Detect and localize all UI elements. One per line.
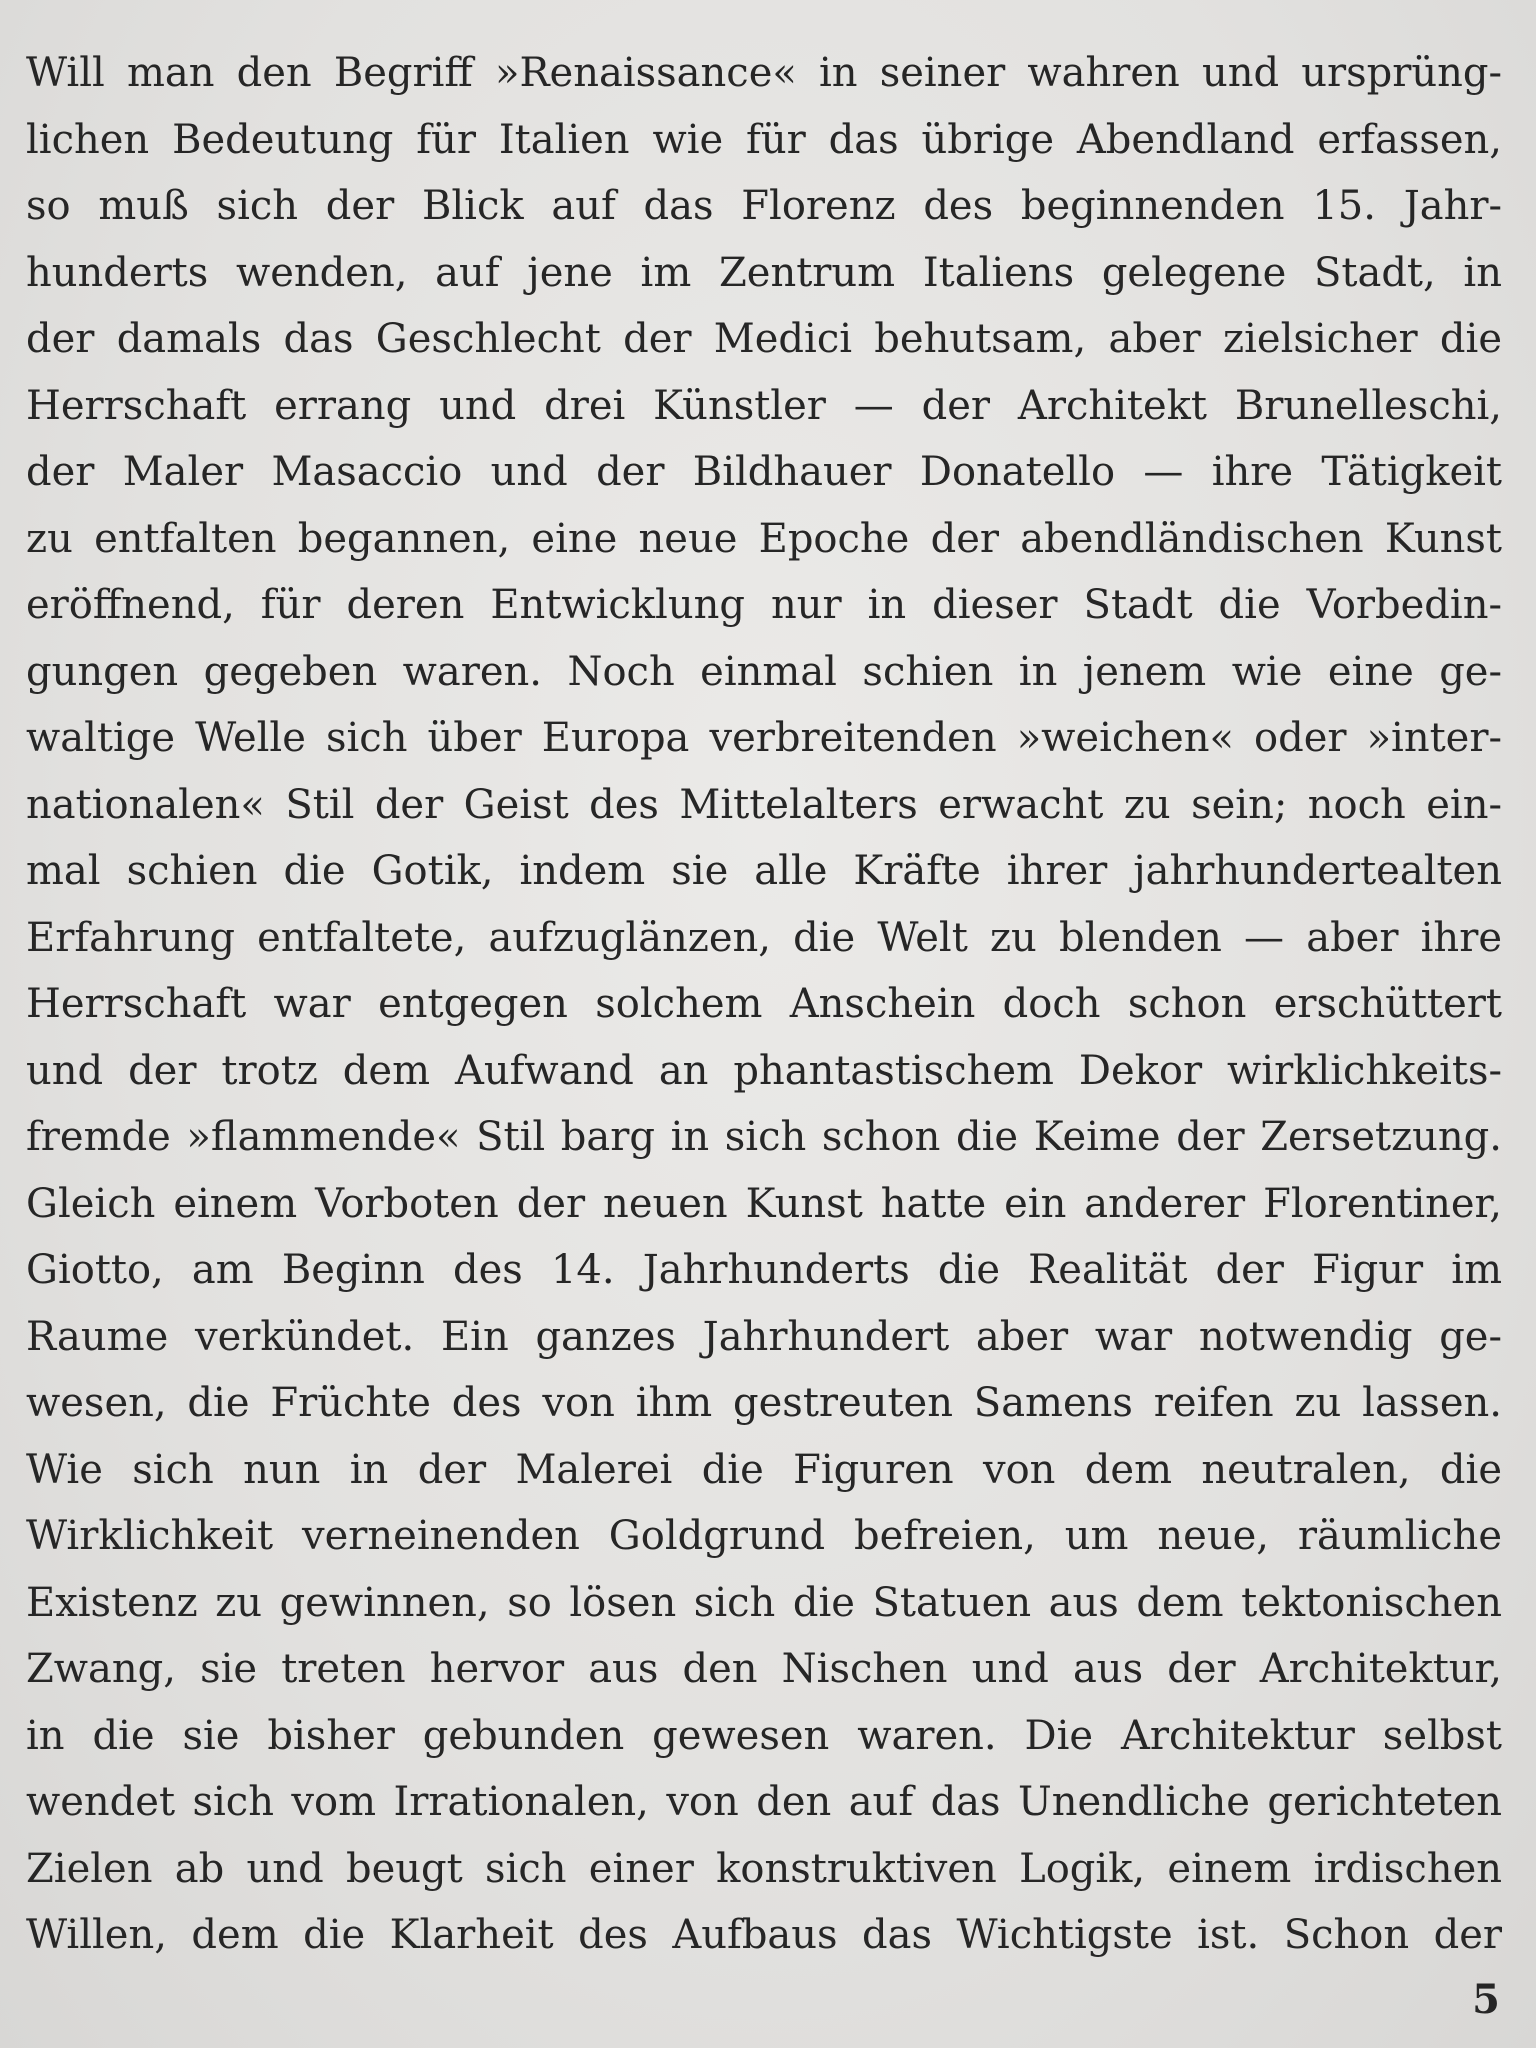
text-line-29: Willen, dem die Klarheit des Aufbaus das Wichtigste ist. Schon der (26, 1912, 1502, 1958)
text-line-16: und der trotz dem Aufwand an phantastischem Dekor wirklichkeits- (26, 1047, 1502, 1094)
text-line-13: mal schien die Gotik, indem sie alle Kräfte ihrer jahrhundertealten (26, 848, 1502, 894)
text-line-10: gungen gegeben waren. Noch einmal schien in jenem wie eine ge- (26, 648, 1502, 695)
text-line-18: Gleich einem Vorboten der neuen Kunst hatte ein anderer Florentiner, (26, 1180, 1502, 1227)
text-line-28: Zielen ab und beugt sich einer konstruktiven Logik, einem irdischen (26, 1845, 1502, 1892)
text-line-3: so muß sich der Blick auf das Florenz des beginnenden 15. Jahr- (26, 183, 1502, 229)
text-line-14: Erfahrung entfaltete, aufzuglänzen, die Welt zu blenden — aber ihre (26, 914, 1502, 961)
body-text (26, 40, 1502, 1969)
text-line-23: Wirklichkeit verneinenden Goldgrund befreien, um neue, räumliche (26, 1513, 1502, 1559)
text-line-27: wendet sich vom Irrationalen, von den auf das Unendliche gerichteten (26, 1779, 1502, 1825)
text-line-12: nationalen« Stil der Geist des Mittelalters erwacht zu sein; noch ein- (26, 781, 1502, 828)
text-line-1: Will man den Begriff »Renaissance« in seiner wahren und ursprüng- (26, 50, 1502, 96)
text-line-5: der damals das Geschlecht der Medici behutsam, aber zielsicher die (26, 316, 1502, 362)
text-line-21: wesen, die Früchte des von ihm gestreuten Samens reifen zu lassen. (26, 1380, 1502, 1426)
text-line-22: Wie sich nun in der Malerei die Figuren von dem neutralen, die (26, 1446, 1502, 1493)
text-line-11: waltige Welle sich über Europa verbreitenden »weichen« oder »inter- (26, 715, 1502, 761)
text-line-26: in die sie bisher gebunden gewesen waren. Die Architektur selbst (26, 1712, 1502, 1759)
text-line-7: der Maler Masaccio und der Bildhauer Donatello — ihre Tätigkeit (26, 449, 1502, 495)
text-line-8: zu entfalten begannen, eine neue Epoche der abendländischen Kunst (26, 515, 1502, 562)
text-line-6: Herrschaft errang und drei Künstler — der Architekt Brunelleschi, (26, 382, 1502, 429)
text-line-9: eröffnend, für deren Entwicklung nur in dieser Stadt die Vorbedin- (26, 582, 1502, 628)
text-line-4: hunderts wenden, auf jene im Zentrum Italiens gelegene Stadt, in (26, 249, 1502, 296)
page-number: 5 (1472, 1976, 1500, 2023)
text-line-15: Herrschaft war entgegen solchem Anschein doch schon erschüttert (26, 981, 1502, 1027)
text-line-17: fremde »flammende« Stil barg in sich schon die Keime der Zersetzung. (26, 1114, 1502, 1160)
text-line-20: Raume verkündet. Ein ganzes Jahrhundert aber war notwendig ge- (26, 1313, 1502, 1360)
text-line-2: lichen Bedeutung für Italien wie für das übrige Abendland erfassen, (26, 116, 1502, 163)
text-line-25: Zwang, sie treten hervor aus den Nischen und aus der Architektur, (26, 1646, 1502, 1692)
text-line-24: Existenz zu gewinnen, so lösen sich die Statuen aus dem tektonischen (26, 1579, 1502, 1626)
text-line-19: Giotto, am Beginn des 14. Jahrhunderts die Realität der Figur im (26, 1247, 1502, 1293)
